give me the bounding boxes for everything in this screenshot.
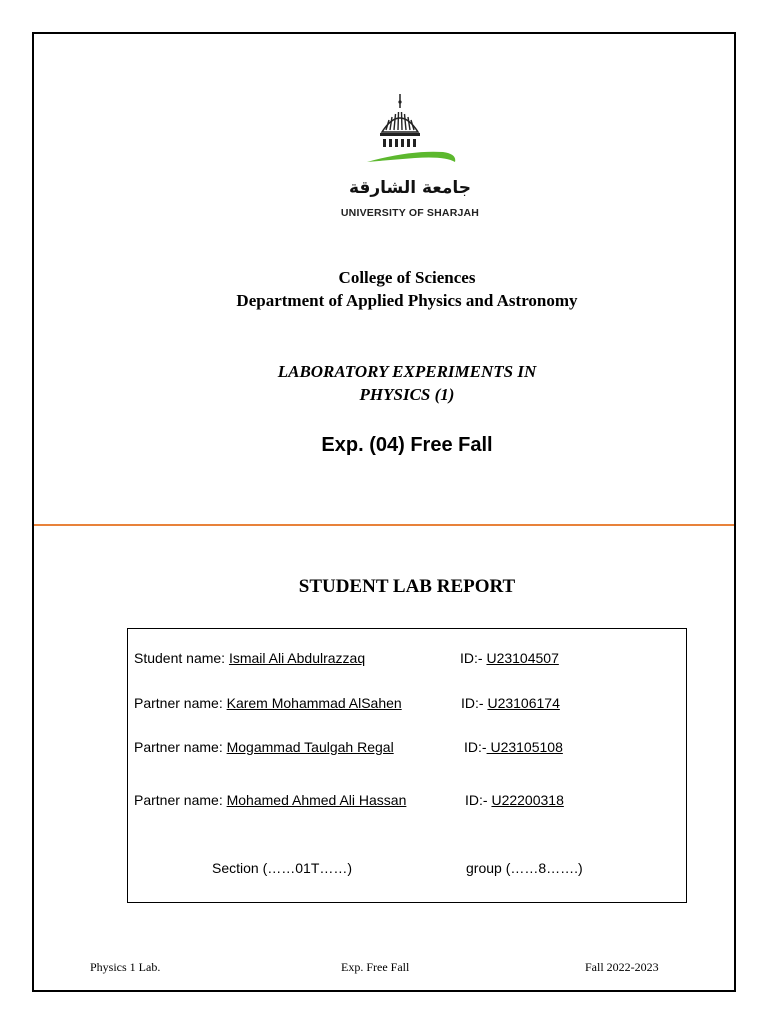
- id-value: U23104507: [486, 650, 559, 666]
- partner-row: [134, 739, 394, 755]
- experiment-title: Exp. (04) Free Fall: [321, 434, 493, 456]
- partner-id: [465, 792, 564, 808]
- footer-center: Exp. Free Fall: [341, 960, 410, 974]
- green-swoosh: [367, 152, 455, 162]
- footer-right: Fall 2022-2023: [585, 960, 659, 974]
- id-label: ID:-: [465, 792, 492, 808]
- partner-name: Karem Mohammad AlSahen: [226, 695, 402, 711]
- student-info-box: [127, 628, 687, 903]
- row-label: Student name:: [134, 650, 229, 666]
- id-label: ID:-: [461, 695, 488, 711]
- id-value: U23105108: [486, 739, 563, 755]
- partner-id: [461, 695, 560, 711]
- group-field: group (……8…….): [466, 860, 583, 876]
- logo-english-name: UNIVERSITY OF SHARJAH: [340, 207, 480, 219]
- university-logo-icon: [355, 90, 465, 180]
- row-label: Partner name:: [134, 695, 227, 711]
- student-row: [134, 650, 365, 666]
- id-label: ID:-: [464, 739, 487, 755]
- student-id: [460, 650, 559, 666]
- partner-row: [134, 695, 402, 711]
- course-title-line1: LABORATORY EXPERIMENTS IN: [277, 362, 537, 381]
- id-label: ID:-: [460, 650, 487, 666]
- course-title-line2: PHYSICS (1): [359, 385, 455, 404]
- report-title: STUDENT LAB REPORT: [298, 576, 516, 597]
- partner-id: [464, 739, 563, 755]
- department-name: Department of Applied Physics and Astronomy: [236, 291, 578, 310]
- college-name: College of Sciences: [338, 268, 476, 287]
- footer-left: Physics 1 Lab.: [90, 960, 161, 974]
- row-label: Partner name:: [134, 739, 227, 755]
- partner-name: Mogammad Taulgah Regal: [226, 739, 394, 755]
- id-value: U23106174: [487, 695, 560, 711]
- id-value: U22200318: [491, 792, 564, 808]
- partner-row: [134, 792, 406, 808]
- section-field: Section (……01T……): [212, 860, 353, 876]
- partner-name: Mohamed Ahmed Ali Hassan: [226, 792, 407, 808]
- row-label: Partner name:: [134, 792, 227, 808]
- student-name: Ismail Ali Abdulrazzaq: [228, 650, 366, 666]
- orange-divider: [34, 524, 734, 526]
- logo-arabic-name: جامعة الشارقة: [348, 178, 472, 198]
